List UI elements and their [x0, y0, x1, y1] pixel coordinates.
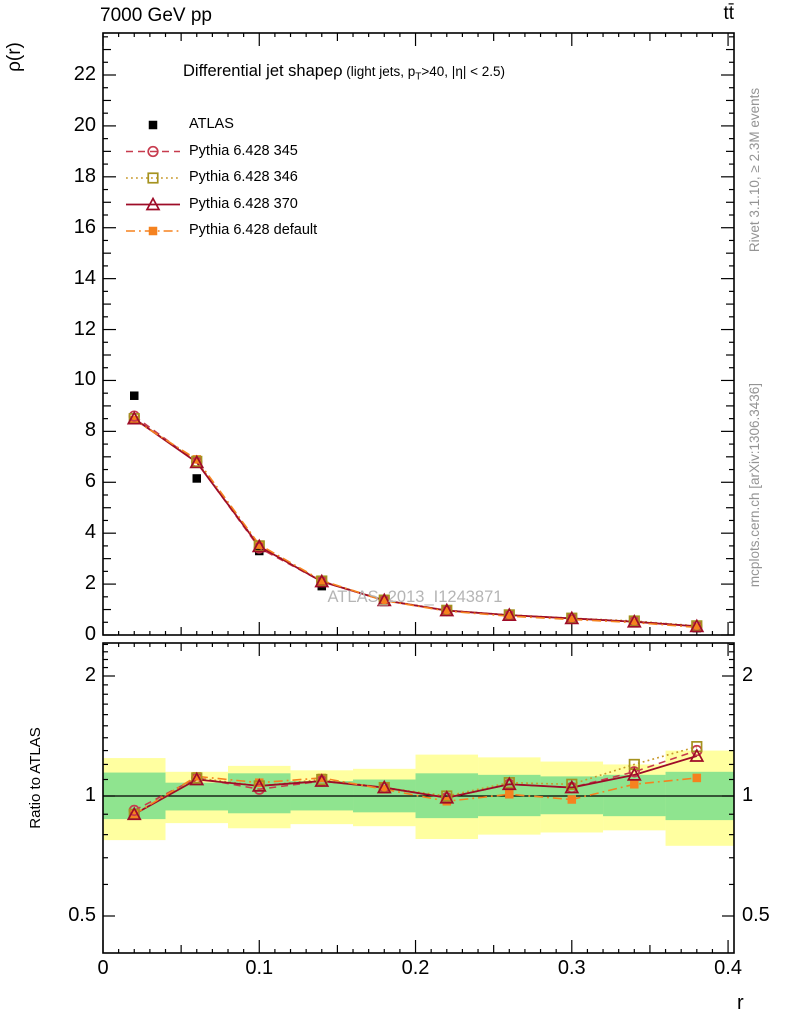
legend-item-pythia-6-428-346: Pythia 6.428 346 [189, 169, 298, 185]
atlas-data-point [193, 474, 202, 483]
y-main-tick-label: 10 [73, 368, 96, 391]
x-tick-label: 0.1 [245, 957, 274, 979]
plot-title [183, 62, 505, 83]
plot-title-main: Differential jet shapeρ [183, 62, 343, 80]
x-axis-label: r [737, 992, 744, 1014]
x-tick-label: 0 [97, 957, 109, 979]
y-main-tick-label: 4 [84, 521, 96, 544]
y-main-tick-label: 18 [73, 164, 96, 187]
y-main-tick-label: 8 [84, 419, 96, 442]
process-label: tt̄ [723, 3, 734, 24]
y-main-tick-label: 14 [73, 266, 96, 289]
y-axis-tick-labels [0, 0, 100, 642]
ratio-tick-label-left: 2 [84, 664, 96, 686]
y-main-tick-label: 22 [73, 63, 96, 85]
ratio-tick-label-right: 0.5 [742, 904, 770, 926]
analysis-watermark: ATLAS_2013_I1243871 [327, 588, 503, 606]
y-main-tick-label: 16 [73, 215, 96, 238]
plot-title-cuts: (light jets, $p_T>40$, |η| < 2.5) [342, 64, 505, 83]
ratio-tick-label-left: 1 [84, 784, 96, 806]
ratio-tick-label-right: 1 [742, 784, 754, 806]
y-main-tick-label: 0 [84, 623, 96, 642]
beam-energy-label: 7000 GeV pp [100, 5, 212, 26]
ratio-point-pythia-6-428-default [630, 780, 639, 789]
y-main-tick-label: 6 [84, 470, 96, 493]
legend-item-pythia-6-428-345: Pythia 6.428 345 [189, 142, 298, 159]
y-main-tick-label: 20 [73, 113, 96, 136]
legend-marker-atlas [149, 121, 158, 130]
y-main-tick-label: 12 [73, 317, 96, 340]
legend-item-atlas: ATLAS [189, 116, 234, 132]
ratio-tick-label-right: 2 [742, 664, 754, 686]
atlas-data-point [130, 391, 139, 400]
ratio-tick-label-left: 0.5 [68, 904, 96, 926]
legend-item-pythia-6-428-370: Pythia 6.428 370 [189, 195, 298, 212]
x-tick-label: 0.2 [401, 957, 430, 979]
mcplots-reference-note: mcplots.cern.ch [arXiv:1306.3436] [747, 382, 762, 588]
legend-item-pythia-6-428-default: Pythia 6.428 default [189, 222, 318, 238]
x-tick-label: 0.3 [557, 957, 586, 979]
ratio-point-pythia-6-428-default [505, 790, 514, 799]
x-tick-label: 0.4 [714, 957, 742, 979]
ratio-axis-label: Ratio to ATLAS [27, 727, 44, 829]
rivet-version-note: Rivet 3.1.10, ≥ 2.3M events [747, 87, 762, 253]
legend-marker-pythia-6-428-default [149, 227, 158, 236]
y-axis-label: ρ(r) [4, 42, 25, 72]
ratio-point-pythia-6-428-default [693, 774, 702, 783]
ratio-point-pythia-6-428-default [568, 795, 577, 804]
y-main-tick-label: 2 [84, 572, 96, 595]
